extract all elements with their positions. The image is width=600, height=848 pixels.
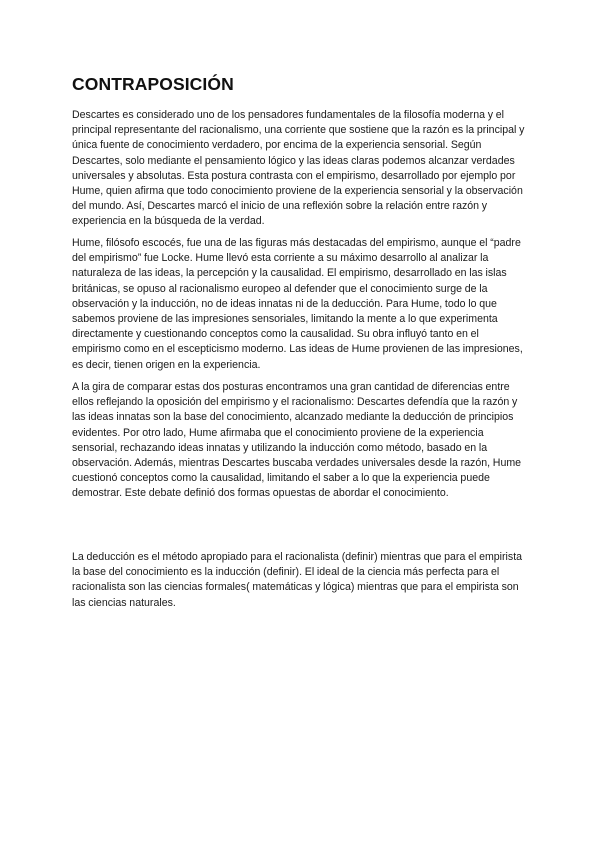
paragraph-method: La deducción es el método apropiado para el racionalista (definir) mientras que para el empirista la base del conocimiento es la inducción (definir). El ideal de la ciencia más perfecta para el racionalista son las ciencias formales( matemáticas y lógica) mientras que para el empirista son las ciencias naturales. [72,551,523,609]
paragraph-descartes: Descartes es considerado uno de los pensadores fundamentales de la filosofía moderna y el principal representante del racionalismo, una corriente que sostiene que la razón es la principal y única fuente de conocimiento verdadero, por encima de la experiencia sensorial. Según Descartes, solo mediante el pensamiento lógico y las ideas claras podemos alcanzar verdades universales y absolutas. Esta postura contrasta con el empirismo, desarrollado por ejemplo por Hume, quien afirma que todo conocimiento proviene de la experiencia sensorial y la observación del mundo. Así, Descartes marcó el inicio de una reflexión sobre la relación entre razón y experiencia en la búsqueda de la verdad. [72,109,525,228]
document-title: CONTRAPOSICIÓN [72,74,234,94]
paragraph-hume: Hume, filósofo escocés, fue una de las figuras más destacadas del empirismo, aunque el “padre del empirismo” fue Locke. Hume llevó esta corriente a su máximo desarrollo al analizar la naturaleza de las ideas, la percepción y la causalidad. El empirismo, desarrollado en las islas británicas, se opuso al racionalismo europeo al defender que el conocimiento surge de la observación y la inducción, no de ideas innatas ni de la deducción. Para Hume, todo lo que sabemos proviene de las impresiones sensoriales, limitando la mente a lo que experimenta directamente y cuestionando conceptos como la causalidad. Su obra influyó tanto en el empirismo como en el escepticismo moderno. Las ideas de Hume provienen de las impresiones, es decir, tienen origen en la experiencia. [72,237,523,371]
paragraph-comparison: A la gira de comparar estas dos posturas encontramos una gran cantidad de diferencias entre ellos reflejando la oposición del empirismo y el racionalismo: Descartes defendía que la razón y las ideas innatas son la base del conocimiento, alcanzado mediante la deducción de principios evidentes. Por otro lado, Hume afirmaba que el conocimiento proviene de la experiencia sensorial, rechazando ideas innatas y utilizando la inducción como método, basado en la observación. Además, mientras Descartes buscaba verdades universales desde la razón, Hume cuestionó conceptos como la causalidad, limitando el saber a lo que la experiencia puede demostrar. Este debate definió dos formas opuestas de abordar el conocimiento. [72,381,522,500]
